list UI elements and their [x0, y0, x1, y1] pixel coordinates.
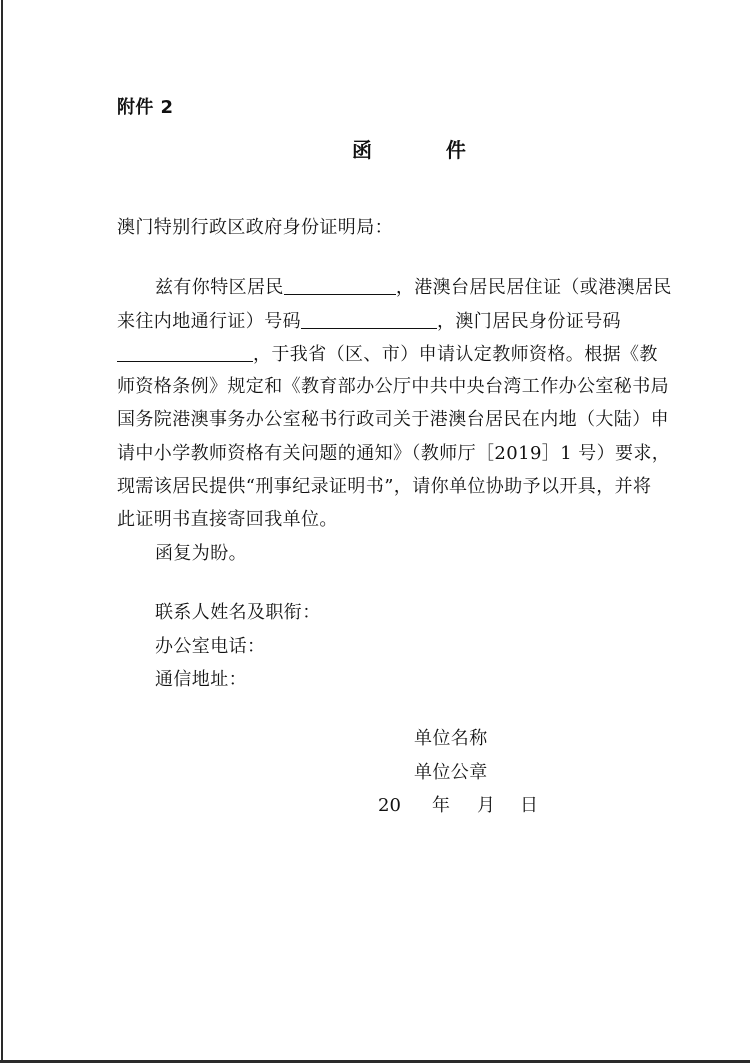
body-line-5: 国务院港澳事务办公室秘书行政司关于港澳台居民在内地（大陆）申: [117, 409, 669, 430]
date-day-label: 日: [520, 795, 538, 816]
body-line-1-end: ，港澳台居民居住证（或港澳居民: [395, 277, 672, 298]
body-line-3-end: ，于我省（区、市）申请认定教师资格。根据《教: [253, 344, 658, 365]
body-line-1: [155, 276, 672, 299]
body-line-1-start: 兹有你特区居民: [155, 277, 284, 298]
body-line-7: 现需该居民提供“刑事纪录证明书”，请你单位协助予以开具，并将: [117, 476, 652, 497]
mailing-address-label: 通信地址：: [155, 669, 247, 690]
scan-edge-left: [1, 0, 3, 1063]
resident-name-blank: [284, 276, 396, 295]
body-line-2-start: 来往内地通行证）号码: [117, 311, 301, 332]
contact-name-title-label: 联系人姓名及职衔：: [155, 602, 321, 623]
body-line-4: 师资格条例》规定和《教育部办公厅中共中央台湾工作办公室秘书局: [117, 376, 669, 397]
body-line-3: [117, 343, 658, 366]
office-phone-label: 办公室电话：: [155, 636, 266, 657]
body-line-8: 此证明书直接寄回我单位。: [117, 509, 338, 530]
unit-seal-label: 单位公章: [414, 762, 488, 783]
body-line-2-end: ，澳门居民身份证号码: [437, 311, 621, 332]
attachment-label: 附件 2: [117, 97, 174, 118]
date-year-label: 年: [432, 795, 450, 816]
body-line-6: 请中小学教师资格有关问题的通知》（教师厅［2019］1 号）要求，: [117, 443, 671, 464]
document-title: 函 件: [352, 138, 486, 162]
permit-number-blank: [301, 310, 437, 329]
unit-name-label: 单位名称: [414, 728, 488, 749]
addressee: 澳门特别行政区政府身份证明局：: [117, 217, 393, 238]
date-month-label: 月: [477, 795, 495, 816]
date-year-prefix: 20: [378, 795, 401, 816]
macau-id-number-blank: [117, 343, 253, 362]
closing-line: 函复为盼。: [155, 543, 247, 564]
body-line-2: [117, 310, 621, 333]
